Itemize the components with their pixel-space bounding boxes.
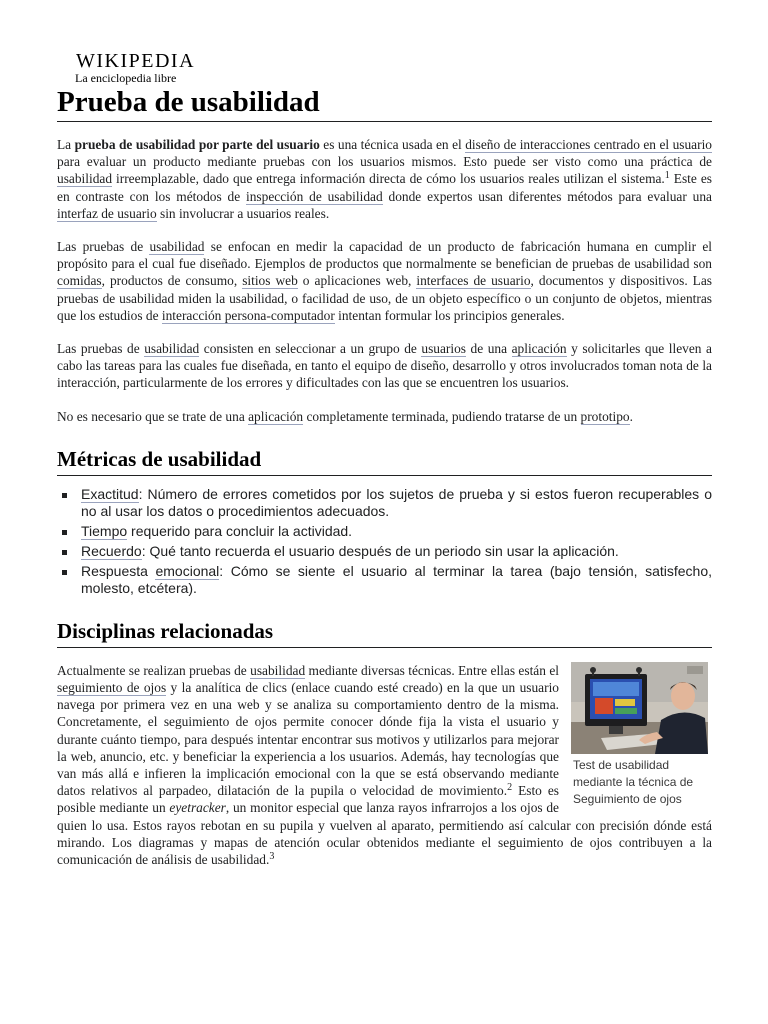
article xyxy=(57,50,712,868)
list-item xyxy=(57,486,712,520)
ref-2[interactable]: 2 xyxy=(507,782,513,794)
list-item xyxy=(57,543,712,560)
text: consisten en seleccionar a un grupo de xyxy=(199,341,422,357)
link-prototipo[interactable]: prototipo xyxy=(580,408,630,424)
figure-caption: Test de usabilidad mediante la técnica de Seguimiento de ojos xyxy=(573,757,694,806)
intro-paragraph-2 xyxy=(57,238,712,324)
intro-paragraph-3 xyxy=(57,340,712,392)
text: , productos de consumo, xyxy=(101,273,243,289)
logo-wordmark: WIKIPEDIA xyxy=(76,50,196,72)
link-usabilidad[interactable]: usabilidad xyxy=(144,341,200,357)
text: , un monitor especial que lanza rayos infrarrojos a los ojos de quien lo usa. Estos rayos rebotan en su pupila y vuelven al aparato, permitiendo así calcular con precisión dónde está mirando. Los diagramas y mapas de atención ocular obtenidos mediante el seguimiento de ojos contribuyen a la comunicación de análisis de usabilidad. xyxy=(57,800,712,868)
text: completamente terminada, pudiendo tratarse de un xyxy=(303,408,581,424)
link-interaccion-persona-computador[interactable]: interacción persona-computador xyxy=(161,307,335,323)
metrics-list xyxy=(57,486,712,597)
link-recuerdo[interactable]: Recuerdo xyxy=(81,542,142,559)
link-seguimiento-ojos[interactable]: seguimiento de ojos xyxy=(57,680,167,696)
list-item xyxy=(57,523,712,540)
link-sitios-web[interactable]: sitios web xyxy=(242,273,298,289)
text: para evaluar un producto mediante pruebas con los usuarios mismos. Esto puede ser visto como una práctica de xyxy=(57,154,712,170)
text: se enfocan en medir la capacidad de un producto de fabricación humana en cumplir el propósito para el cual fue diseñado. Ejemplos de productos que normalmente se benefician de pruebas de usabilidad son xyxy=(57,239,712,272)
link-interfaces-usuario[interactable]: interfaces de usuario xyxy=(416,273,531,289)
text: : Cómo se siente el usuario al terminar la tarea (bajo tensión, satisfecho, molesto, etcétera). xyxy=(81,562,712,596)
link-inspeccion-usabilidad[interactable]: inspección de usabilidad xyxy=(246,188,383,204)
section-heading-disciplinas: Disciplinas relacionadas xyxy=(57,619,712,648)
list-item xyxy=(57,563,712,597)
text: irreemplazable, dado que entrega información directa de cómo los usuarios reales utilizan el sistema. xyxy=(112,171,665,187)
text: , documentos y dispositivos. Las pruebas de usabilidad miden la usabilidad, o facilidad de uso, de un objeto específico o un conjunto de objetos, mientras que los estudios de xyxy=(57,273,713,323)
eyetracking-photo[interactable] xyxy=(571,662,708,754)
text: sin involucrar a usuarios reales. xyxy=(156,205,330,221)
logo-tagline: La enciclopedia libre xyxy=(75,71,177,85)
thumbnail-figure xyxy=(571,662,708,808)
text: . xyxy=(629,408,633,424)
link-usabilidad[interactable]: usabilidad xyxy=(149,239,205,255)
link-aplicacion[interactable]: aplicación xyxy=(511,341,567,357)
intro-paragraph-1 xyxy=(57,136,712,222)
text: o aplicaciones web, xyxy=(297,273,417,289)
text: La xyxy=(57,137,75,152)
text: de una xyxy=(466,341,512,357)
bold-term: prueba de usabilidad por parte del usuario xyxy=(74,137,320,152)
link-usabilidad[interactable]: usabilidad xyxy=(57,171,113,187)
text: mediante diversas técnicas. Entre ellas están el xyxy=(305,662,559,678)
text: Actualmente se realizan pruebas de xyxy=(57,662,251,678)
link-usuarios[interactable]: usuarios xyxy=(421,341,467,357)
link-usabilidad[interactable]: usabilidad xyxy=(250,662,306,678)
text: Las pruebas de xyxy=(57,239,150,255)
link-emocional[interactable]: emocional xyxy=(155,562,220,579)
intro-paragraph-4 xyxy=(57,408,712,425)
ref-3[interactable]: 3 xyxy=(269,851,275,863)
ref-1[interactable]: 1 xyxy=(664,170,670,182)
text: Este es en contraste con los métodos de xyxy=(57,171,712,204)
wikipedia-logo[interactable] xyxy=(76,50,712,85)
section-heading-metricas: Métricas de usabilidad xyxy=(57,447,712,476)
link-comidas[interactable]: comidas xyxy=(57,273,102,289)
text: Las pruebas de xyxy=(57,341,145,357)
link-diseno-interacciones[interactable]: diseño de interacciones centrado en el usuario xyxy=(465,137,712,152)
text: Esto es posible mediante un xyxy=(57,783,560,816)
link-aplicacion[interactable]: aplicación xyxy=(248,408,304,424)
text: : Qué tanto recuerda el usuario después de un periodo sin usar la aplicación. xyxy=(141,542,619,559)
link-tiempo[interactable]: Tiempo xyxy=(81,522,128,539)
text: es una técnica usada en el xyxy=(319,137,466,152)
text: intentan formular los principios generales. xyxy=(334,307,565,323)
page-title: Prueba de usabilidad xyxy=(57,86,712,122)
link-interfaz-usuario[interactable]: interfaz de usuario xyxy=(57,205,157,221)
text: requerido para concluir la actividad. xyxy=(127,522,353,539)
text: y la analítica de clics (enlace cuando esté creado) en la que un usuario navega por primera vez en una web y se analiza su comportamiento dentro de la misma. Concretamente, el seguimiento de ojos permite conocer dónde fija la vista el usuario y durante cuánto tiempo, para después intentar encontrar sus motivos y utilizarlos para mejorar la web, anuncio, etc. y beneficiar la experiencia a los usuarios. Además, hay tecnologías que van más allá e infieren la implicación emocional con la que se está observando mediante datos relativos al parpadeo, dilatación de la pupila o velocidad de movimiento. xyxy=(57,680,559,799)
text: No es necesario que se trate de una xyxy=(57,408,249,424)
italic-term: eyetracker xyxy=(169,800,226,816)
link-exactitud[interactable]: Exactitud xyxy=(81,485,139,502)
text: donde expertos usan diferentes métodos para evaluar una xyxy=(382,188,712,204)
text: Respuesta xyxy=(81,562,156,579)
text: : Número de errores cometidos por los sujetos de prueba y si estos fueron recuperables o no al usar los datos o procedimientos adecuados. xyxy=(81,485,712,519)
text: y solicitarles que lleven a cabo las tareas para las cuales fue diseñada, en tanto el equipo de diseño, desarrollo y otros involucrados toman nota de la interacción, particularmente de los errores y dificultades con las que se encuentren los usuarios. xyxy=(57,341,712,391)
